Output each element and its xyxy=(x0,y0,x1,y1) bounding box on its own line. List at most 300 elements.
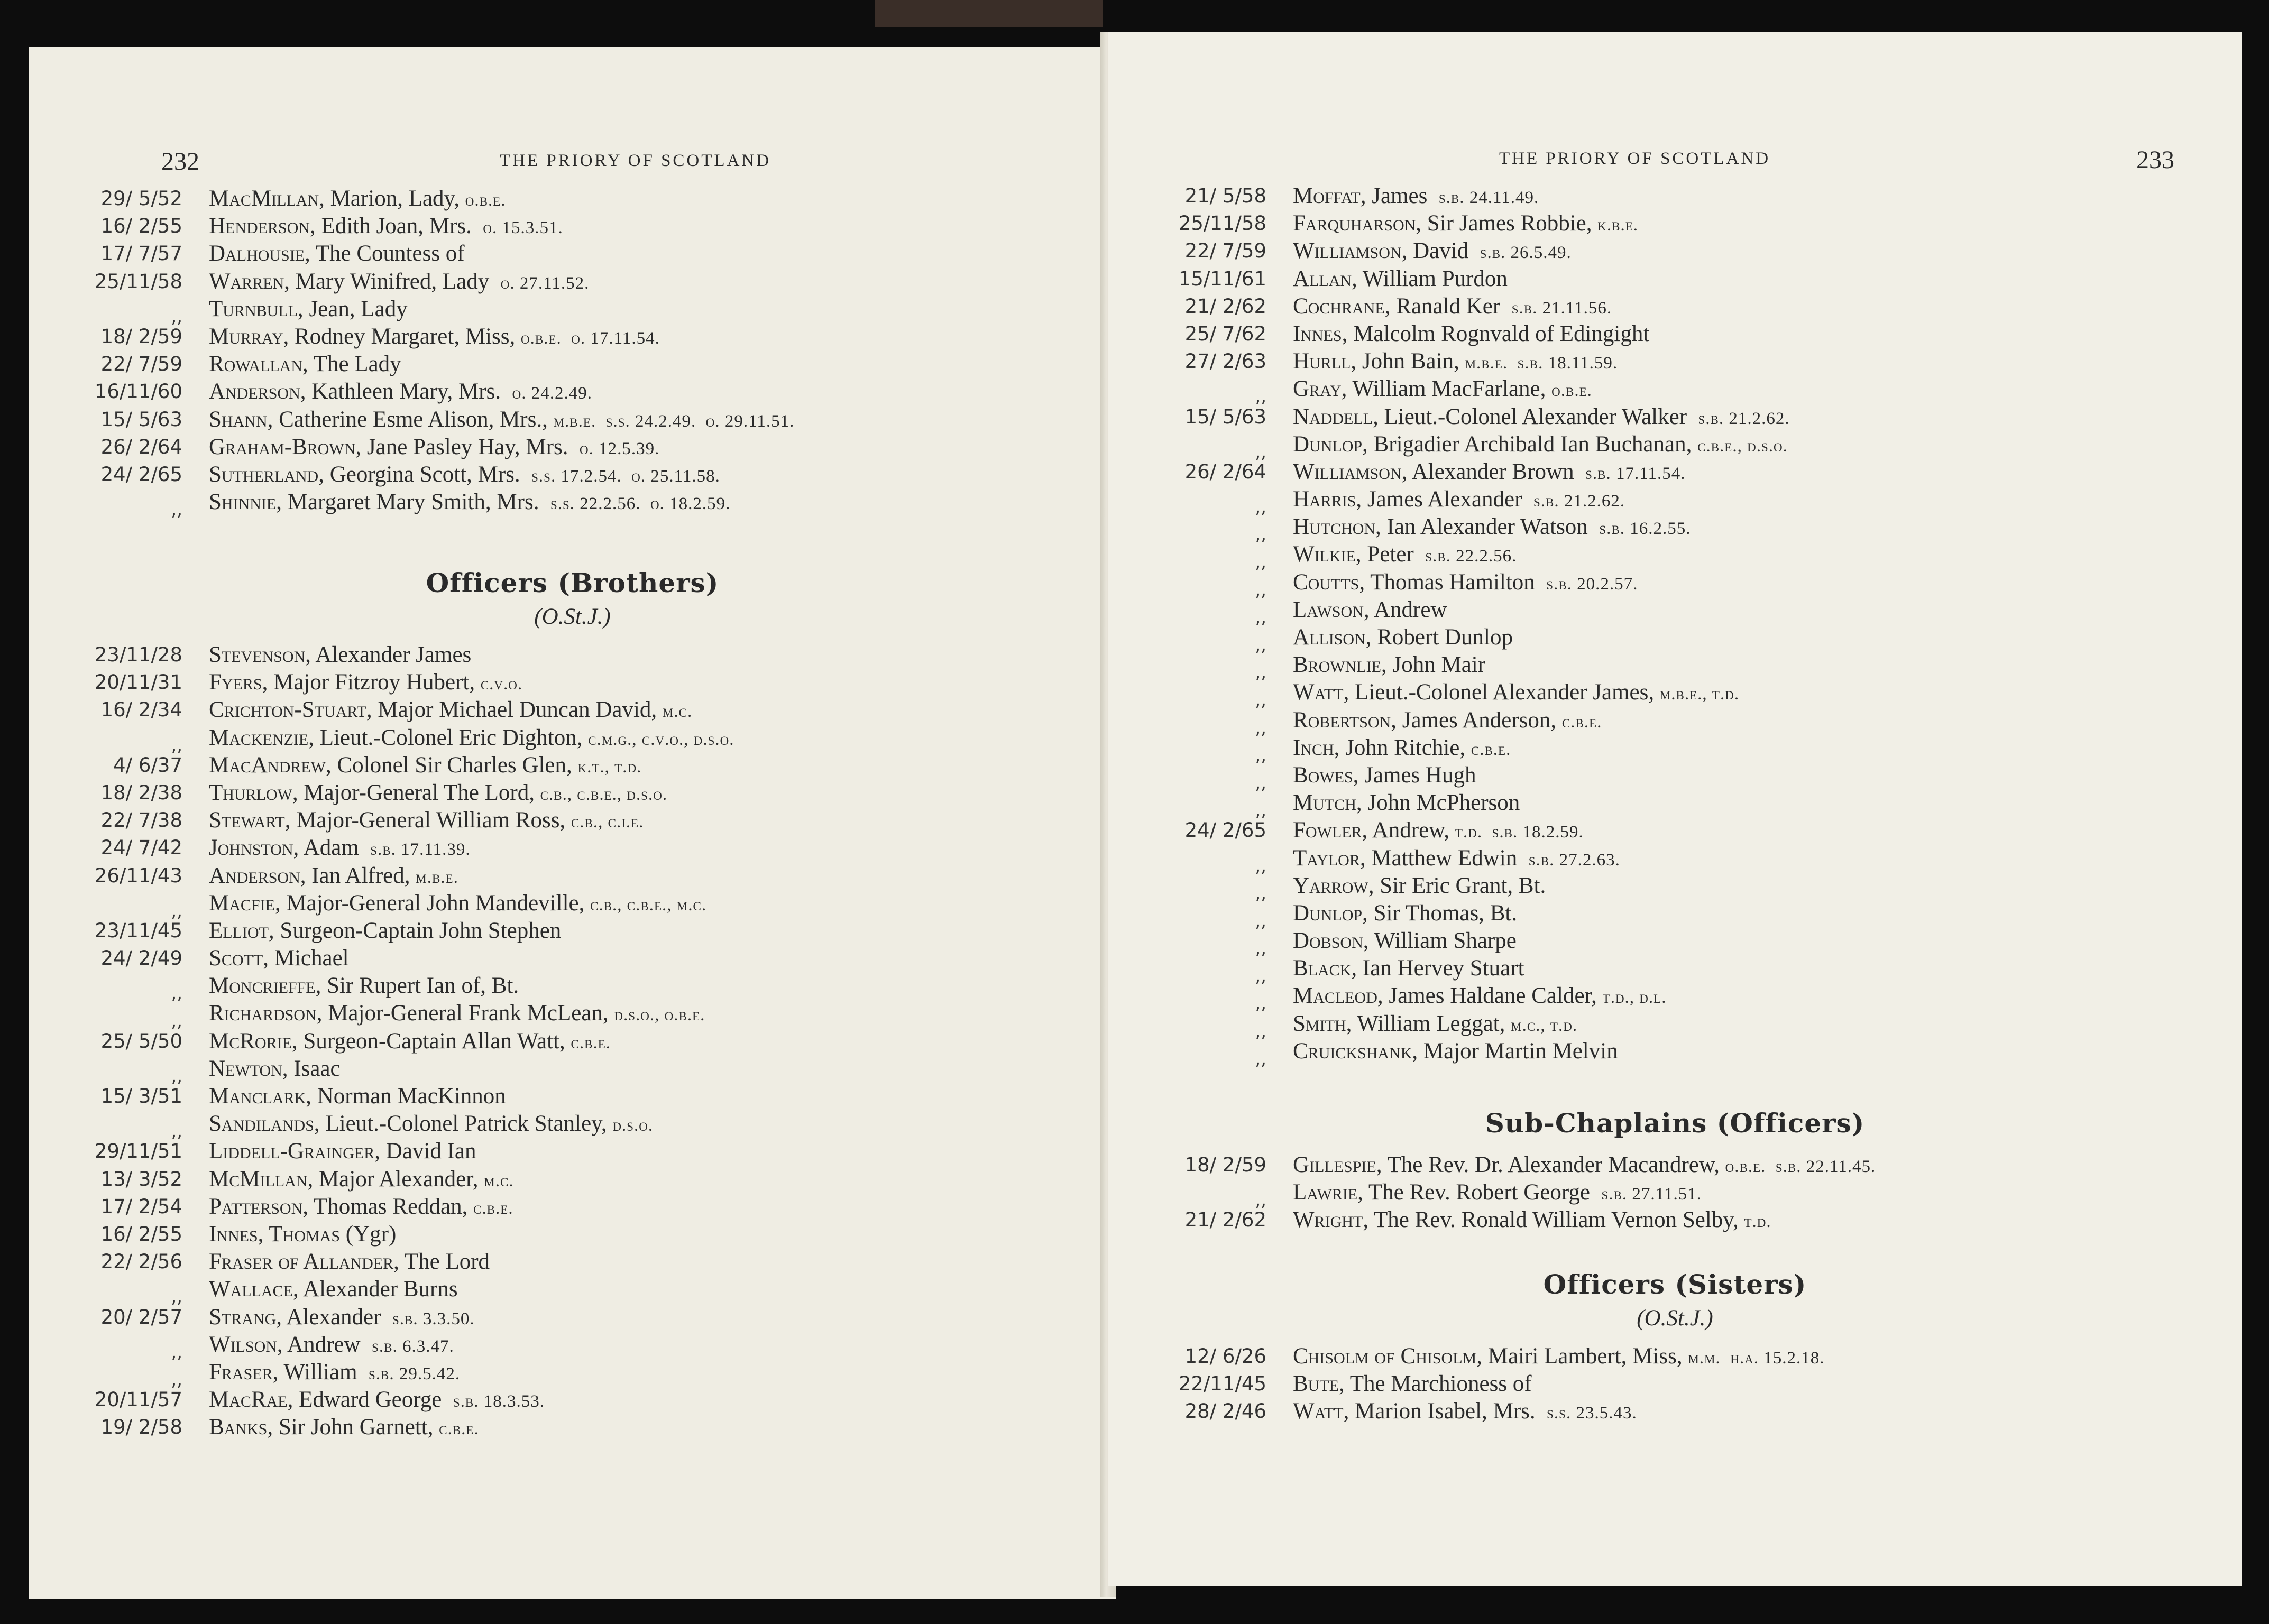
entry-surname: Smith, xyxy=(1293,1011,1352,1036)
roll-entry xyxy=(50,972,1081,1004)
entry-name xyxy=(209,323,660,352)
roll-entry xyxy=(1134,679,2218,711)
entry-name xyxy=(1293,679,1739,708)
roll-entry xyxy=(50,1221,1081,1248)
roll-entry xyxy=(50,1414,1081,1441)
entry-given-names: Margaret Mary Smith, Mrs. xyxy=(281,490,550,515)
entry-surname: Bowes, xyxy=(1293,762,1359,788)
entry-name xyxy=(209,296,408,325)
roll-entry xyxy=(50,268,1081,296)
entry-given-names: Alexander Brown xyxy=(1407,459,1586,484)
entry-date: 16/11/60 xyxy=(94,380,182,403)
entry-honours: o. 15.3.51. xyxy=(483,218,563,238)
entry-honours: s.s. 22.2.56. o. 18.2.59. xyxy=(550,494,731,514)
entry-date: 25/11/58 xyxy=(94,270,182,293)
roll-entry xyxy=(1134,1038,2218,1069)
entry-given-names: Ian Alfred, xyxy=(306,863,416,888)
entry-surname: Moncrieffe, xyxy=(209,973,321,999)
entry-given-names: Alexander Burns xyxy=(298,1277,458,1302)
entry-surname: Inch, xyxy=(1293,735,1340,760)
entry-date: 24/ 7/42 xyxy=(100,836,182,860)
entry-date: ,, xyxy=(1255,634,1266,656)
entry-given-names: Major Michael Duncan David, xyxy=(372,697,663,723)
entry-surname: Dunlop, xyxy=(1293,431,1368,457)
entry-honours: s.b. 26.5.49. xyxy=(1480,243,1572,263)
entry-given-names: Andrew xyxy=(1369,597,1447,622)
roll-entry xyxy=(50,213,1081,240)
roll-list-sisters xyxy=(1134,1343,2218,1426)
roll-entry xyxy=(1134,265,2218,293)
entry-date: 22/ 7/59 xyxy=(100,353,182,376)
entry-given-names: Marion Isabel, Mrs. xyxy=(1349,1399,1547,1424)
roll-entry xyxy=(50,1028,1081,1055)
roll-entry xyxy=(50,350,1081,378)
entry-name xyxy=(1293,486,1625,515)
roll-entry xyxy=(1134,762,2218,793)
entry-given-names: Kathleen Mary, Mrs. xyxy=(306,379,512,404)
entry-given-names: Sir John Garnett, xyxy=(273,1415,439,1440)
entry-surname: Dalhousie, xyxy=(209,241,310,266)
entry-date: 19/ 2/58 xyxy=(100,1416,182,1439)
entry-name xyxy=(209,350,401,380)
entry-honours: c.b.e. xyxy=(439,1419,479,1439)
entry-name xyxy=(1293,624,1513,653)
entry-given-names: William Leggat, xyxy=(1352,1011,1511,1036)
entry-given-names: (Ygr) xyxy=(340,1221,397,1247)
entry-date: 16/ 2/55 xyxy=(100,1222,182,1245)
entry-name xyxy=(1293,375,1592,404)
entry-surname: Sandilands, xyxy=(209,1111,320,1137)
entry-date: 26/ 2/64 xyxy=(100,435,182,458)
entry-honours: o. 12.5.39. xyxy=(579,439,660,458)
entry-date: ,, xyxy=(1255,910,1266,931)
entry-given-names: John Mair xyxy=(1386,652,1486,678)
entry-given-names: David xyxy=(1407,238,1480,264)
roll-entry xyxy=(50,240,1081,267)
entry-surname: Stevenson, xyxy=(209,642,311,667)
entry-name xyxy=(209,807,644,836)
entry-honours: c.b., c.b.e., d.s.o. xyxy=(540,785,668,804)
entry-surname: Harris, xyxy=(1293,487,1362,512)
roll-entry xyxy=(1134,375,2218,408)
roll-entry xyxy=(1134,541,2218,573)
entry-honours: o.b.e. xyxy=(465,191,506,210)
entry-name xyxy=(1293,872,1546,901)
entry-surname: Coutts, xyxy=(1293,569,1365,595)
entry-name xyxy=(209,834,471,863)
entry-name xyxy=(209,1386,545,1415)
roll-entry xyxy=(1134,182,2218,210)
entry-given-names: William Sharpe xyxy=(1368,928,1517,954)
entry-name xyxy=(209,461,720,490)
entry-surname: Banks, xyxy=(209,1415,273,1440)
entry-given-names: Thomas Hamilton xyxy=(1365,569,1547,595)
entry-name xyxy=(1293,817,1584,846)
entry-date: ,, xyxy=(171,1286,182,1308)
roll-entry xyxy=(50,669,1081,696)
entry-date: ,, xyxy=(1255,800,1266,822)
entry-date: ,, xyxy=(1255,689,1266,711)
entry-surname: Williamson, xyxy=(1293,459,1408,484)
entry-date: ,, xyxy=(171,900,182,921)
entry-honours: c.b.e. xyxy=(473,1198,513,1218)
entry-name xyxy=(209,1221,396,1250)
entry-name xyxy=(1293,320,1649,349)
entry-given-names: Major-General John Mandeville, xyxy=(280,890,591,916)
roll-list-top xyxy=(1134,182,2218,1069)
entry-given-names: William Purdon xyxy=(1357,266,1508,291)
entry-honours: s.b. 21.2.62. xyxy=(1698,409,1790,428)
roll-entry xyxy=(1134,789,2218,822)
entry-surname: Cruickshank, xyxy=(1293,1038,1418,1064)
entry-given-names: Surgeon-Captain Allan Watt, xyxy=(297,1028,571,1054)
entry-given-names: The Rev. Dr. Alexander Macandrew, xyxy=(1382,1152,1725,1177)
entry-surname: Macfie, xyxy=(209,890,281,916)
entry-name xyxy=(209,1359,460,1388)
entry-surname: Chisolm of Chisolm, xyxy=(1293,1344,1482,1369)
entry-honours: s.b. 16.2.55. xyxy=(1599,519,1691,539)
entry-name xyxy=(1293,513,1691,542)
entry-given-names: Edward George xyxy=(293,1387,453,1413)
entry-date: 22/ 7/38 xyxy=(100,809,182,832)
entry-date: ,, xyxy=(171,306,182,327)
entry-name xyxy=(209,1055,341,1084)
entry-honours: m.b.e. xyxy=(416,868,458,887)
entry-date: ,, xyxy=(1255,717,1266,739)
entry-date: ,, xyxy=(1255,606,1266,628)
entry-date: ,, xyxy=(1255,1020,1266,1042)
entry-honours: o. 27.11.52. xyxy=(500,273,590,293)
entry-honours: s.b. 21.2.62. xyxy=(1533,492,1625,511)
entry-surname: Johnston, xyxy=(209,835,299,861)
entry-honours: s.b. 3.3.50. xyxy=(392,1309,475,1328)
entry-surname: Bute, xyxy=(1293,1371,1345,1397)
section-subtitle: (O.St.J.) xyxy=(534,604,611,629)
entry-honours: m.c. xyxy=(662,702,693,722)
entry-name xyxy=(209,752,641,781)
entry-name xyxy=(209,696,692,725)
entry-date: 4/ 6/37 xyxy=(113,753,182,777)
entry-given-names: Sir James Robbie, xyxy=(1421,211,1598,236)
entry-surname: Allison, xyxy=(1293,625,1372,650)
entry-honours: m.b.e., t.d. xyxy=(1659,685,1740,704)
entry-date: 18/ 2/38 xyxy=(100,781,182,804)
entry-given-names: Norman MacKinnon xyxy=(311,1084,506,1109)
entry-date: ,, xyxy=(1255,1048,1266,1069)
roll-entry xyxy=(1134,237,2218,265)
entry-name xyxy=(209,1276,458,1305)
entry-surname: Anderson, xyxy=(209,379,306,404)
entry-date: 15/ 5/63 xyxy=(1184,405,1266,428)
entry-surname: Manclark, xyxy=(209,1084,311,1109)
section-title: Sub-Chaplains (Officers) xyxy=(1485,1108,1865,1139)
roll-entry xyxy=(50,1331,1081,1363)
entry-date: 25/ 5/50 xyxy=(100,1029,182,1053)
entry-name xyxy=(1293,1179,1702,1208)
entry-given-names: William MacFarlane, xyxy=(1347,376,1552,402)
entry-given-names: Sir Rupert Ian of, Bt. xyxy=(321,973,519,999)
entry-name xyxy=(209,669,522,698)
roll-list-chaplains xyxy=(1134,1151,2218,1234)
entry-given-names: Catherine Esme Alison, Mrs., xyxy=(273,407,554,432)
entry-name xyxy=(1293,596,1447,625)
entry-given-names: Lieut.-Colonel Alexander Walker xyxy=(1378,404,1698,429)
entry-honours: o. 24.2.49. xyxy=(512,384,592,403)
entry-given-names: The Rev. Robert George xyxy=(1363,1180,1602,1205)
entry-surname: Mackenzie, xyxy=(209,725,314,750)
entry-honours: m.b.e. s.b. 18.11.59. xyxy=(1465,354,1618,373)
entry-surname: Mutch, xyxy=(1293,790,1362,816)
entry-given-names: Major-General The Lord, xyxy=(298,780,540,805)
entry-surname: Moffat, xyxy=(1293,183,1366,208)
section-header-sub-chaplains xyxy=(1108,1108,2242,1139)
entry-honours: c.b., c.b.e., m.c. xyxy=(590,895,707,915)
entry-surname: Farquharson, xyxy=(1293,211,1422,236)
entry-honours: s.b. 21.11.56. xyxy=(1511,298,1612,318)
entry-given-names: Edith Joan, Mrs. xyxy=(315,214,483,239)
entry-honours: s.b. 27.2.63. xyxy=(1528,850,1620,870)
entry-honours: c.b.e. xyxy=(1471,740,1511,759)
entry-given-names: Peter xyxy=(1361,542,1426,567)
entry-given-names: Jane Pasley Hay, Mrs. xyxy=(361,434,580,459)
entry-surname: Dunlop, xyxy=(1293,900,1368,926)
entry-date: 23/11/45 xyxy=(94,919,182,942)
entry-surname: Yarrow, xyxy=(1293,873,1374,898)
entry-name xyxy=(209,917,561,946)
roll-entry xyxy=(50,1083,1081,1110)
roll-entry xyxy=(50,1110,1081,1142)
entry-date: ,, xyxy=(1255,938,1266,959)
roll-entry xyxy=(50,296,1081,327)
entry-given-names: Matthew Edwin xyxy=(1365,845,1529,871)
entry-surname: Fowler, xyxy=(1293,818,1368,843)
entry-surname: Hutchon, xyxy=(1293,514,1381,540)
entry-given-names: Michael xyxy=(269,946,349,971)
entry-surname: Warren, xyxy=(209,269,290,294)
entry-surname: Graham-Brown, xyxy=(209,434,362,459)
entry-surname: Scott, xyxy=(209,946,269,971)
roll-entry xyxy=(1134,486,2218,518)
entry-honours: c.b.e., d.s.o. xyxy=(1697,436,1788,456)
roll-entry xyxy=(50,1276,1081,1308)
entry-date: 20/11/57 xyxy=(94,1388,182,1411)
entry-honours: t.d., d.l. xyxy=(1602,988,1667,1008)
entry-given-names: Ranald Ker xyxy=(1390,293,1512,319)
entry-surname: Henderson, xyxy=(209,214,316,239)
entry-surname: Lawrie, xyxy=(1293,1180,1363,1205)
entry-name xyxy=(209,378,592,407)
entry-date: 17/ 2/54 xyxy=(100,1195,182,1218)
running-head: THE PRIORY OF SCOTLAND xyxy=(1499,149,1771,168)
entry-surname: Wilkie, xyxy=(1293,542,1362,567)
entry-date: 22/11/45 xyxy=(1178,1372,1266,1396)
entry-surname: Robertson, xyxy=(1293,707,1397,733)
entry-date: ,, xyxy=(171,983,182,1004)
roll-entry xyxy=(50,807,1081,834)
entry-honours: k.b.e. xyxy=(1597,216,1639,235)
entry-name xyxy=(1293,431,1788,460)
entry-given-names: Andrew xyxy=(282,1332,372,1357)
entry-given-names: Ian Alexander Watson xyxy=(1381,514,1600,540)
roll-entry xyxy=(50,378,1081,405)
entry-given-names: Major-General William Ross, xyxy=(290,808,571,833)
entry-name xyxy=(209,1110,653,1139)
entry-date: 20/11/31 xyxy=(94,671,182,694)
entry-given-names: The Rev. Ronald William Vernon Selby, xyxy=(1368,1207,1744,1233)
entry-name xyxy=(1293,1370,1532,1399)
entry-name xyxy=(1293,982,1666,1011)
roll-entry xyxy=(50,433,1081,461)
entry-given-names: Rodney Margaret, Miss, xyxy=(289,324,521,349)
roll-entry xyxy=(50,752,1081,779)
entry-honours: m.c., t.d. xyxy=(1511,1016,1578,1035)
roll-entry xyxy=(50,1386,1081,1414)
entry-name xyxy=(1293,845,1620,874)
roll-entry xyxy=(1134,707,2218,739)
entry-given-names: Alexander xyxy=(282,1304,392,1330)
entry-given-names: The Lord xyxy=(399,1249,490,1275)
roll-entry xyxy=(1134,403,2218,431)
entry-surname: Elliot, xyxy=(209,918,274,943)
entry-given-names: Mairi Lambert, Miss, xyxy=(1482,1344,1688,1369)
entry-date: ,, xyxy=(1255,579,1266,601)
entry-name xyxy=(1293,1038,1618,1067)
entry-date: ,, xyxy=(1255,855,1266,876)
entry-date: ,, xyxy=(1255,772,1266,793)
entry-name xyxy=(209,972,519,1001)
entry-name xyxy=(1293,237,1572,266)
entry-surname: Patterson, xyxy=(209,1194,309,1219)
entry-date: ,, xyxy=(1255,662,1266,684)
entry-name xyxy=(1293,541,1517,570)
entry-date: ,, xyxy=(171,1121,182,1142)
roll-entry xyxy=(1134,982,2218,1014)
entry-surname: Turnbull, xyxy=(209,296,304,321)
entry-honours: m.b.e. s.s. 24.2.49. o. 29.11.51. xyxy=(553,411,795,431)
entry-given-names: Lieut.-Colonel Eric Dighton, xyxy=(314,725,589,750)
roll-entry xyxy=(1134,596,2218,628)
roll-entry xyxy=(50,1138,1081,1165)
entry-honours: s.s. 17.2.54. o. 25.11.58. xyxy=(531,466,720,486)
entry-date: ,, xyxy=(1255,1189,1266,1211)
roll-entry xyxy=(1134,651,2218,684)
roll-entry xyxy=(50,641,1081,669)
entry-date: 24/ 2/49 xyxy=(100,947,182,970)
entry-surname: Liddell-Grainger, xyxy=(209,1139,381,1164)
entry-honours: o.b.e. s.b. 22.11.45. xyxy=(1725,1157,1876,1176)
entry-given-names: Lieut.-Colonel Alexander James, xyxy=(1349,680,1660,705)
entry-honours: o.b.e. o. 17.11.54. xyxy=(520,328,660,348)
roll-entry xyxy=(50,945,1081,972)
entry-name xyxy=(1293,458,1686,487)
roll-entry xyxy=(1134,458,2218,486)
entry-date: 12/ 6/26 xyxy=(1184,1345,1266,1368)
entry-honours: c.b.e. xyxy=(571,1033,611,1053)
entry-date: 13/ 3/52 xyxy=(100,1167,182,1191)
entry-date: ,, xyxy=(171,1065,182,1087)
entry-given-names: William xyxy=(278,1359,369,1385)
roll-entry xyxy=(1134,513,2218,546)
roll-entry xyxy=(50,323,1081,350)
roll-entry xyxy=(50,1166,1081,1193)
entry-date: 21/ 5/58 xyxy=(1184,184,1266,207)
roll-entry xyxy=(1134,210,2218,237)
entry-date: ,, xyxy=(1255,965,1266,987)
entry-surname: MacMillan, xyxy=(209,186,325,211)
entry-honours: c.m.g., c.v.o., d.s.o. xyxy=(588,730,734,749)
entry-surname: Richardson, xyxy=(209,1001,323,1026)
entry-name xyxy=(1293,403,1790,432)
entry-surname: Strang, xyxy=(209,1304,282,1330)
entry-name xyxy=(209,1331,454,1360)
entry-given-names: James Hugh xyxy=(1358,762,1476,788)
entry-date: 18/ 2/59 xyxy=(1184,1154,1266,1176)
entry-surname: Shann, xyxy=(209,407,273,432)
entry-honours: d.s.o. xyxy=(612,1116,654,1136)
entry-surname: Taylor, xyxy=(1293,845,1366,871)
entry-date: ,, xyxy=(1255,441,1266,463)
entry-surname: Allan, xyxy=(1293,266,1357,291)
section-header-officers-brothers xyxy=(29,567,1116,630)
entry-date: ,, xyxy=(1255,551,1266,573)
entry-date: 27/ 2/63 xyxy=(1184,350,1266,373)
entry-given-names: The Lady xyxy=(308,352,401,377)
entry-surname: Brownlie, xyxy=(1293,652,1387,678)
entry-name xyxy=(1293,1343,1824,1372)
entry-surname: Shinnie, xyxy=(209,490,282,515)
entry-given-names: Major Fitzroy Hubert, xyxy=(268,670,481,695)
roll-entry xyxy=(1134,927,2218,959)
entry-given-names: John McPherson xyxy=(1362,790,1520,816)
entry-name xyxy=(209,240,465,269)
entry-given-names: Sir Thomas, Bt. xyxy=(1367,900,1518,926)
entry-given-names: Malcolm Rognvald of Edingight xyxy=(1347,321,1650,346)
entry-name xyxy=(209,1000,705,1029)
entry-surname: Sutherland, xyxy=(209,462,324,487)
entry-surname: Wright, xyxy=(1293,1207,1368,1233)
roll-entry xyxy=(1134,431,2218,463)
entry-date: 26/ 2/64 xyxy=(1184,460,1266,483)
entry-given-names: James Alexander xyxy=(1362,487,1533,512)
entry-given-names: James xyxy=(1366,183,1439,208)
entry-surname: Hurll, xyxy=(1293,349,1357,374)
roll-entry xyxy=(50,1055,1081,1087)
right-page xyxy=(1108,32,2242,1586)
entry-name xyxy=(1293,348,1618,377)
entry-surname: Gillespie, xyxy=(1293,1152,1382,1177)
roll-list-officers xyxy=(50,641,1081,1441)
entry-name xyxy=(209,1138,476,1167)
entry-honours: o.b.e. xyxy=(1551,381,1592,401)
entry-date: ,, xyxy=(171,1341,182,1363)
entry-date: ,, xyxy=(1255,993,1266,1014)
entry-name xyxy=(209,1304,475,1333)
roll-entry xyxy=(50,1304,1081,1331)
roll-entry xyxy=(1134,845,2218,876)
entry-surname: Gray, xyxy=(1293,376,1347,402)
entry-given-names: Sir Eric Grant, Bt. xyxy=(1374,873,1546,898)
entry-surname: MacRae, xyxy=(209,1387,293,1413)
entry-date: 21/ 2/62 xyxy=(1184,294,1266,318)
entry-name xyxy=(1293,927,1517,956)
entry-given-names: Major-General Frank McLean, xyxy=(322,1001,614,1026)
entry-honours: s.b. 29.5.42. xyxy=(369,1364,461,1383)
entry-name xyxy=(209,1028,611,1057)
entry-name xyxy=(209,213,563,242)
entry-given-names: Jean, Lady xyxy=(303,296,408,321)
entry-name xyxy=(1293,293,1612,322)
entry-given-names: Brigadier Archibald Ian Buchanan, xyxy=(1367,431,1698,457)
